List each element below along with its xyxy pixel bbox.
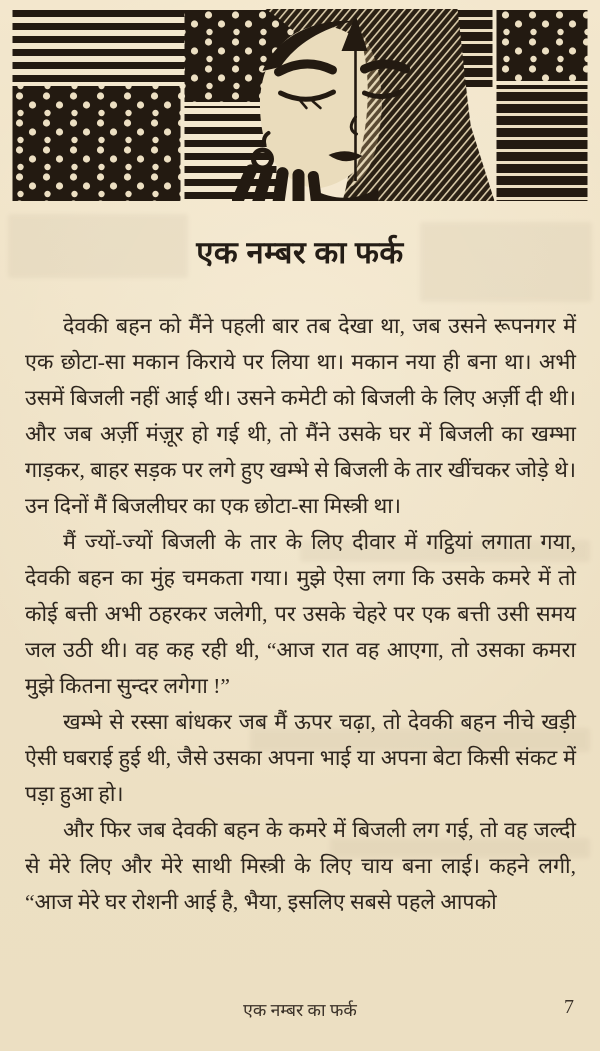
chapter-title: एक नम्बर का फर्क — [196, 235, 404, 270]
woodcut-woman-portrait-icon — [11, 9, 589, 201]
paragraph: मैं ज्यों-ज्यों बिजली के तार के लिए दीवार में गट्ठियां लगाता गया, देवकी बहन का मुंह चमकता गया। मुझे ऐसा लगा कि उसके कमरे में तो कोई बत्ती अभी ठहरकर जलेगी, पर उसके चेहरे पर एक बत्ती उसी समय जल उठी थी। वह कह रही थी, “आज रात वह आएगा, तो उसका कमरा मुझे कितना सुन्दर लगेगा !” — [25, 530, 576, 698]
page-number: 7 — [564, 996, 574, 1018]
chapter-body — [25, 308, 576, 920]
paragraph: और फिर जब देवकी बहन के कमरे में बिजली लग गई, तो वह जल्दी से मेरे लिए और मेरे साथी मिस्त्री के लिए चाय बना लाई। कहने लगी, “आज मेरे घर रोशनी आई है, भैया, इसलिए सबसे पहले आपको — [25, 818, 576, 914]
chapter-illustration — [11, 9, 589, 201]
page-footer — [0, 998, 600, 1026]
paragraph: देवकी बहन को मैंने पहली बार तब देखा था, जब उसने रूपनगर में एक छोटा-सा मकान किराये पर लिया था। मकान नया ही बना था। अभी उसमें बिजली नहीं आई थी। उसने कमेटी को बिजली के लिए अर्ज़ी दी थी। और जब अर्ज़ी मंज़ूर हो गई थी, तो मैंने उसके घर में बिजली का खम्भा गाड़कर, बाहर सड़क पर लगे हुए खम्भे से बिजली के तार खींचकर जोड़े थे। उन दिनों मैं बिजलीघर का एक छोटा-सा मिस्त्री था। — [25, 314, 576, 518]
running-title: एक नम्बर का फर्क — [243, 1000, 357, 1020]
paragraph: खम्भे से रस्सा बांधकर जब मैं ऊपर चढ़ा, तो देवकी बहन नीचे खड़ी ऐसी घबराई हुई थी, जैसे उसका अपना भाई या अपना बेटा किसी संकट में पड़ा हुआ हो। — [25, 710, 576, 806]
